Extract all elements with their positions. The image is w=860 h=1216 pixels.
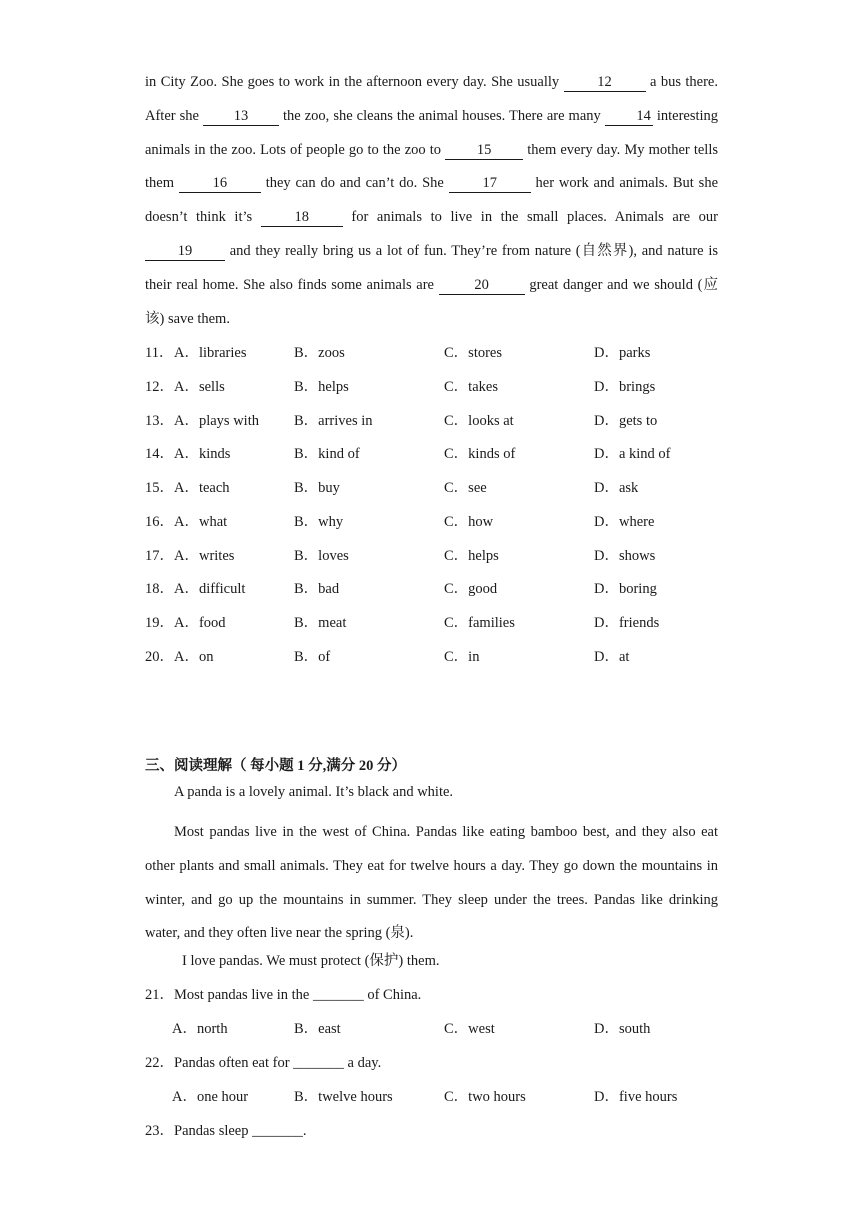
blank-20: 20 (439, 276, 525, 295)
option-c[interactable]: C．stores (444, 345, 502, 361)
option-d[interactable]: D．ask (594, 480, 639, 496)
option-c[interactable]: C．kinds of (444, 446, 516, 462)
question-number: 14． (145, 446, 174, 462)
option-b[interactable]: B．kind of (294, 446, 360, 462)
question-number: 13． (145, 413, 174, 429)
option-b[interactable]: B．zoos (294, 345, 345, 361)
section-heading: 三、阅读理解（ 每小题 1 分,满分 20 分） (145, 758, 406, 774)
question-number: 19． (145, 615, 174, 631)
option-a[interactable]: A．north (172, 1021, 228, 1037)
option-d[interactable]: D．shows (594, 548, 656, 564)
option-d[interactable]: D．a kind of (594, 446, 671, 462)
option-d[interactable]: D．where (594, 514, 655, 530)
option-c[interactable]: C．west (444, 1021, 495, 1037)
option-d[interactable]: D．south (594, 1021, 651, 1037)
option-b[interactable]: B．why (294, 514, 344, 530)
option-a[interactable]: A．teach (174, 480, 230, 496)
option-b[interactable]: B．twelve hours (294, 1089, 393, 1105)
option-b[interactable]: B．of (294, 649, 331, 665)
option-a[interactable]: A．food (174, 615, 226, 631)
option-c[interactable]: C．families (444, 615, 515, 631)
option-b[interactable]: B．east (294, 1021, 341, 1037)
question-number: 18． (145, 581, 174, 597)
option-d[interactable]: D．gets to (594, 413, 658, 429)
option-b[interactable]: B．buy (294, 480, 340, 496)
option-a[interactable]: A．what (174, 514, 228, 530)
blank-15: 15 (445, 141, 523, 160)
cloze-text: the zoo, she cleans the animal houses. There are many (283, 107, 601, 124)
blank-13: 13 (203, 107, 279, 126)
question-number: 12． (145, 379, 174, 395)
option-c[interactable]: C．see (444, 480, 487, 496)
cloze-text: they can do and can’t do. She (265, 175, 444, 192)
option-b[interactable]: B．loves (294, 548, 349, 564)
passage-paragraph-1: A panda is a lovely animal. It’s black and white. (174, 784, 454, 800)
option-a[interactable]: A．one hour (172, 1089, 249, 1105)
question-number: 17． (145, 548, 174, 564)
blank-18: 18 (261, 208, 343, 227)
option-c[interactable]: C．in (444, 649, 480, 665)
option-a[interactable]: A．writes (174, 548, 235, 564)
option-a[interactable]: A．libraries (174, 345, 247, 361)
option-c[interactable]: C．looks at (444, 413, 514, 429)
option-c[interactable]: C．two hours (444, 1089, 526, 1105)
option-c[interactable]: C．how (444, 514, 494, 530)
question-number: 20． (145, 649, 174, 665)
option-a[interactable]: A．kinds (174, 446, 231, 462)
option-d[interactable]: D．at (594, 649, 630, 665)
blank-16: 16 (179, 174, 261, 193)
question-stem: 23．Pandas sleep _______. (145, 1123, 307, 1139)
question-stem: 22．Pandas often eat for _______ a day. (145, 1055, 382, 1071)
passage-paragraph-2: Most pandas live in the west of China. Pandas like eating bamboo best, and they also eat other plants and small animals. They eat for twelve hours a day. They go down the mountains in winter, and go up the mountains in summer. They sleep under the trees. Pandas like drinking water, and they often live near the spring (泉). (145, 824, 718, 942)
passage-paragraph-3: I love pandas. We must protect (保护) them. (182, 953, 440, 969)
option-d[interactable]: D．boring (594, 581, 657, 597)
cloze-passage (145, 0, 718, 336)
cloze-text: in City Zoo. She goes to work in the afternoon every day. She usually (145, 74, 560, 90)
cloze-text: and they really bring us a lot of fun. They’re from nature (自然界), and nature is their real home. She also finds some animals are (145, 242, 718, 293)
cloze-text: interesting animals in the zoo. Lots of people go to the zoo to (145, 107, 719, 158)
option-d[interactable]: D．friends (594, 615, 660, 631)
option-d[interactable]: D．five hours (594, 1089, 678, 1105)
cloze-text: for animals to live in the small places. Animals are our (351, 209, 719, 226)
option-b[interactable]: B．meat (294, 615, 347, 631)
blank-14: 14 (605, 107, 653, 126)
option-b[interactable]: B．bad (294, 581, 340, 597)
blank-19: 19 (145, 242, 225, 261)
cloze-text: a bus there. After she (145, 74, 718, 124)
option-a[interactable]: A．difficult (174, 581, 246, 597)
option-a[interactable]: A．plays with (174, 413, 259, 429)
cloze-text: great danger and we should (应该) save them. (145, 276, 718, 327)
option-c[interactable]: C．takes (444, 379, 498, 395)
question-number: 16． (145, 514, 174, 530)
option-b[interactable]: B．helps (294, 379, 349, 395)
question-number: 15． (145, 480, 174, 496)
option-b[interactable]: B．arrives in (294, 413, 373, 429)
blank-17: 17 (449, 174, 531, 193)
question-number: 11． (145, 345, 174, 361)
option-c[interactable]: C．good (444, 581, 498, 597)
blank-12: 12 (564, 73, 646, 92)
cloze-text: her work and animals. But she doesn’t think it’s (145, 175, 719, 226)
question-stem: 21．Most pandas live in the _______ of China. (145, 987, 422, 1003)
exam-page (145, 0, 719, 1139)
option-d[interactable]: D．parks (594, 345, 651, 361)
option-c[interactable]: C．helps (444, 548, 499, 564)
cloze-text: them every day. My mother tells them (145, 141, 718, 192)
option-a[interactable]: A．sells (174, 379, 225, 395)
option-a[interactable]: A．on (174, 649, 214, 665)
option-d[interactable]: D．brings (594, 379, 656, 395)
